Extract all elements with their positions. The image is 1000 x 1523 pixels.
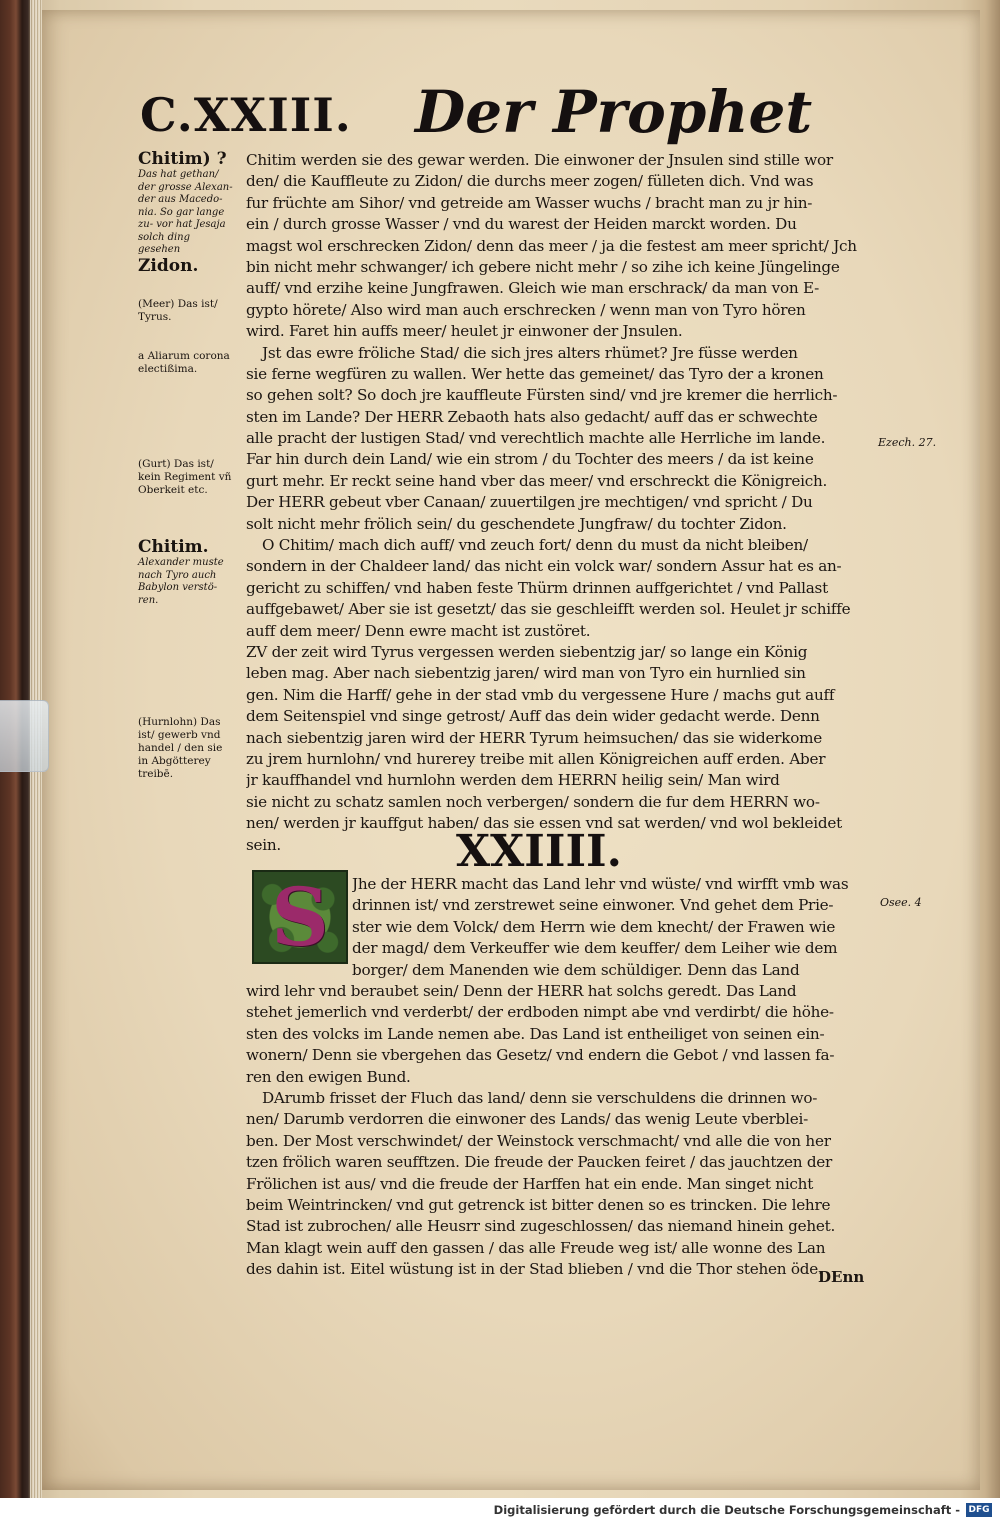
- text-line: drinnen ist/ vnd zerstrewet seine einwoner. Vnd gehet dem Prie-: [352, 896, 834, 915]
- text-line: sie ferne wegfüren zu wallen. Wer hette das gemeinet/ das Tyro der a kronen: [246, 364, 824, 383]
- text-line: jr kauffhandel vnd hurnlohn werden dem HERRN heilig sein/ Man wird: [246, 771, 780, 790]
- text-line: wird lehr vnd beraubet sein/ Denn der HERR hat solchs geredt. Das Land: [246, 982, 797, 1000]
- dfg-logo: DFG: [966, 1503, 992, 1517]
- text-line: magst wol erschrecken Zidon/ denn das meer / ja die festest am meer spricht/ Jch: [246, 236, 857, 255]
- chapter-24-text-beside-initial: [352, 874, 874, 981]
- text-line: DArumb frisset der Fluch das land/ denn sie verschuldens die drinnen wo-: [262, 1088, 818, 1107]
- text-line: auffgebawet/ Aber sie ist gesetzt/ das sie geschleifft werden sol. Heulet jr schiffe: [246, 600, 851, 619]
- margin-note-corona: a Aliarum corona electißima.: [138, 350, 230, 375]
- text-line: auff/ vnd erzihe keine Jungfrawen. Gleich wie man erschrack/ da man von E-: [246, 279, 820, 298]
- text-line: wird. Faret hin auffs meer/ heulet jr einwoner der Jnsulen.: [246, 322, 683, 341]
- text-line: zu jrem hurnlohn/ vnd hurerey treibe mit allen Königreichen auff erden. Aber: [246, 749, 826, 768]
- digitization-footer: [0, 1498, 1000, 1523]
- text-line: Chitim werden sie des gewar werden. Die einwoner der Jnsulen sind stille wor: [246, 151, 833, 169]
- text-line: dem Seitenspiel vnd singe getrost/ Auff das dein wider gedacht werde. Denn: [246, 707, 820, 726]
- chapter-23-text: [246, 150, 874, 856]
- text-line: solt nicht mehr frölich sein/ du geschendete Jungfraw/ du tochter Zidon.: [246, 514, 787, 533]
- text-line: der magd/ dem Verkeuffer wie dem keuffer/ dem Leiher wie dem: [352, 939, 838, 958]
- text-line: O Chitim/ mach dich auff/ vnd zeuch fort/ denn du must da nicht bleiben/: [262, 536, 808, 555]
- running-title: Der Prophet: [415, 78, 813, 146]
- text-line: ein / durch grosse Wasser / vnd du warest der Heiden marckt worden. Du: [246, 215, 797, 234]
- text-line: Der HERR gebeut vber Canaan/ zuuertilgen jre mechtigen/ vnd spricht / Du: [246, 493, 813, 512]
- margin-note-head: Chitim) ?: [138, 149, 227, 169]
- text-line: sten im Lande? Der HERR Zebaoth hats also gedacht/ auff das er schwechte: [246, 407, 818, 426]
- decorated-initial: [252, 870, 348, 964]
- text-line: gericht zu schiffen/ vnd haben feste Thürm drinnen auffgerichtet / vnd Pallast: [246, 578, 828, 597]
- text-line: gen. Nim die Harff/ gehe in der stad vmb du vergessene Hure / machs gut auff: [246, 685, 835, 704]
- margin-note-gurt: (Gurt) Das ist/ kein Regiment vñ Oberkeit etc.: [138, 458, 232, 496]
- text-line: Jhe der HERR macht das Land lehr vnd wüste/ vnd wirfft vmb was: [352, 875, 849, 893]
- text-line: wonern/ Denn sie vbergehen das Gesetz/ vnd endern die Gebot / vnd lassen fa-: [246, 1046, 835, 1065]
- text-line: Stad ist zubrochen/ alle Heusrr sind zugeschlossen/ das niemand hinein gehet.: [246, 1217, 836, 1236]
- text-line: sten des volcks im Lande nemen abe. Das Land ist entheiliget von seinen ein-: [246, 1024, 825, 1043]
- text-line: ben. Der Most verschwindet/ der Weinstock verschmacht/ vnd alle die von her: [246, 1131, 831, 1150]
- margin-note-head: Chitim.: [138, 537, 209, 557]
- text-line: tzen frölich waren seufftzen. Die freude der Paucken feiret / das jauchtzen der: [246, 1153, 833, 1172]
- chapter-24-text: [246, 981, 874, 1280]
- right-margin-note: Osee. 4: [880, 896, 922, 909]
- text-line: den/ die Kauffleute zu Zidon/ die durchs meer zogen/ fülleten dich. Vnd was: [246, 172, 814, 191]
- text-line: nen/ Darumb verdorren die einwoner des Lands/ das wenig Leute vberblei-: [246, 1110, 808, 1129]
- bookmark-tab: [0, 700, 49, 772]
- text-line: leben mag. Aber nach siebentzig jaren/ wird man von Tyro ein hurnlied sin: [246, 664, 806, 683]
- margin-note-hurnlohn: (Hurnlohn) Das ist/ gewerb vnd handel / den sie in Abgötterey treibē.: [138, 716, 223, 780]
- text-line: Frölichen ist aus/ vnd die freude der Harffen hat ein ende. Man singet nicht: [246, 1174, 814, 1193]
- initial-letter: S: [271, 870, 329, 964]
- text-line: sie nicht zu schatz samlen noch verbergen/ sondern die fur dem HERRN wo-: [246, 792, 820, 811]
- text-line: alle pracht der lustigen Stad/ vnd verechtlich machte alle Herrliche im lande.: [246, 429, 826, 448]
- text-line: beim Weintrincken/ vnd gut getrenck ist bitter denen so es trincken. Die lehre: [246, 1195, 831, 1214]
- text-line: nach siebentzig jaren wird der HERR Tyrum heimsuchen/ das sie widerkome: [246, 728, 822, 747]
- text-line: fur früchte am Sihor/ vnd getreide am Wasser wuchs / bracht man zu jr hin-: [246, 193, 813, 212]
- catchword: DEnn: [818, 1268, 865, 1286]
- chapter-24-heading: XXIIII.: [456, 826, 622, 877]
- text-line: so gehen solt? So doch jre kauffleute Fürsten sind/ vnd jre kremer die herrlich-: [246, 386, 838, 405]
- text-line: borger/ dem Manenden wie dem schüldiger. Denn das Land: [352, 960, 800, 979]
- text-line: bin nicht mehr schwanger/ ich gebere nicht mehr / so zihe ich keine Jüngelinge: [246, 257, 840, 276]
- text-line: auff dem meer/ Denn ewre macht ist zustöret.: [246, 621, 591, 640]
- text-line: nen/ werden jr kauffgut haben/ das sie essen vnd sat werden/ vnd wol bekleidet: [246, 814, 842, 833]
- margin-note-tail: Zidon.: [138, 255, 199, 276]
- funding-credit: Digitalisierung gefördert durch die Deutsche Forschungsgemeinschaft -: [493, 1503, 960, 1517]
- text-line: ster wie dem Volck/ dem Herrn wie dem knecht/ der Frawen wie: [352, 917, 836, 936]
- text-line: ZV der zeit wird Tyrus vergessen werden siebentzig jar/ so lange ein König: [246, 642, 808, 661]
- text-line: stehet jemerlich vnd verderbt/ der erdboden nimpt abe vnd verdirbt/ die höhe-: [246, 1003, 834, 1022]
- text-line: sein.: [246, 835, 281, 854]
- text-line: Far hin durch dein Land/ wie ein strom / du Tochter des meers / da ist keine: [246, 450, 814, 469]
- text-line: gurt mehr. Er reckt seine hand vber das meer/ vnd erschreckt die Königreich.: [246, 471, 828, 490]
- text-line: ren den ewigen Bund.: [246, 1067, 411, 1086]
- chapter-number: C.XXIII.: [140, 88, 352, 142]
- text-line: sondern in der Chaldeer land/ das nicht ein volck war/ sondern Assur hat es an-: [246, 557, 842, 576]
- text-line: Man klagt wein auff den gassen / das alle Freude weg ist/ alle wonne des Lan: [246, 1238, 826, 1257]
- margin-note-chitim-2: [138, 538, 234, 607]
- margin-note-meer: (Meer) Das ist/ Tyrus.: [138, 298, 218, 323]
- text-line: Jst das ewre fröliche Stad/ die sich jres alters rhümet? Jre füsse werden: [262, 343, 798, 362]
- right-margin-note: Ezech. 27.: [878, 436, 937, 449]
- text-line: gypto hörete/ Also wird man auch erschrecken / wenn man von Tyro hören: [246, 300, 806, 319]
- margin-note-chitim: [138, 150, 234, 276]
- margin-note-text: Das hat gethan/ der grosse Alexan- der aus Macedo- nia. So gar lange zu- vor hat Jesaja solch ding gesehen: [138, 169, 233, 255]
- text-line: des dahin ist. Eitel wüstung ist in der Stad blieben / vnd die Thor stehen öde.: [246, 1260, 823, 1279]
- margin-note-text: Alexander muste nach Tyro auch Babylon verstö- ren.: [138, 557, 224, 606]
